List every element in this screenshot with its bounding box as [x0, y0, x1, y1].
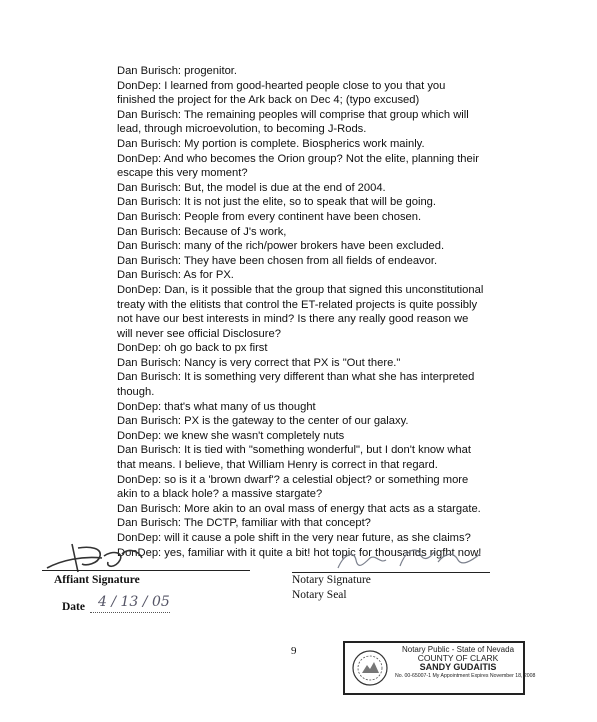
transcript-line: DonDep: yes, familiar with it quite a bit! hot topic for thousands rigfht now! — [117, 546, 482, 559]
notary-seal-stamp — [343, 641, 536, 695]
transcript-line: though. — [117, 386, 155, 399]
date-label: Date — [62, 601, 85, 613]
transcript-line: Dan Burisch: Nancy is very correct that PX is "Out there." — [117, 356, 401, 369]
transcript-line: Dan Burisch: many of the rich/power brokers have been excluded. — [117, 240, 445, 253]
transcript-line: Dan Burisch: Because of J's work, — [117, 225, 287, 238]
transcript-line: escape this very moment? — [117, 167, 248, 180]
transcript-line: Dan Burisch: People from every continent have been chosen. — [117, 210, 422, 223]
transcript-line: DonDep: I learned from good-hearted people close to you that you — [117, 79, 446, 92]
state-seal-icon — [351, 649, 389, 687]
seal-line-state: Notary Public - State of Nevada — [401, 645, 515, 654]
transcript-line: DonDep: Dan, is it possible that the group that signed this unconstitutional — [117, 283, 484, 296]
affiant-signature-scribble — [42, 538, 152, 578]
date-line — [90, 612, 170, 613]
transcript-line: finished the project for the Ark back on Dec 4; (typo excused) — [117, 94, 420, 107]
transcript-line: Dan Burisch: As for PX. — [117, 269, 234, 282]
seal-line-name: SANDY GUDAITIS — [419, 662, 497, 672]
seal-line-county: COUNTY OF CLARK — [417, 653, 499, 663]
transcript-line: DonDep: so is it a 'brown dwarf'? a celestial object? or something more — [117, 473, 469, 486]
transcript-line: not have our best interests in mind? Is there any really good reason we — [117, 313, 469, 326]
page-number: 9 — [291, 645, 297, 657]
transcript-line: Dan Burisch: progenitor. — [117, 65, 238, 77]
transcript-body — [117, 64, 587, 560]
affiant-signature-label: Affiant Signature — [54, 574, 140, 586]
transcript-line: DonDep: will it cause a pole shift in the very near future, as she claims? — [117, 532, 471, 544]
transcript-line: Dan Burisch: PX is the gateway to the center of our galaxy. — [117, 415, 409, 428]
notary-signature-line — [292, 572, 490, 573]
transcript-line: DonDep: oh go back to px first — [117, 342, 268, 355]
seal-line-appointment: No. 00-65007-1 My Appointment Expires November 18, 2008 — [395, 673, 536, 679]
transcript-line: Dan Burisch: It is tied with "something wonderful", but I don't know what — [117, 444, 471, 457]
transcript-line: Dan Burisch: My portion is complete. Biospherics work mainly. — [117, 137, 425, 150]
transcript-line: treaty with the elitists that control the ET-related projects is quite possibly — [117, 298, 478, 311]
notary-signature-label: Notary Signature — [292, 574, 371, 586]
transcript-line: DonDep: And who becomes the Orion group? Not the elite, planning their — [117, 152, 479, 165]
transcript-line: will never see official Disclosure? — [117, 327, 281, 340]
transcript-line: Dan Burisch: It is not just the elite, so to speak that will be going. — [117, 196, 437, 209]
transcript-line: Dan Burisch: It is something very different than what she has interpreted — [117, 371, 475, 384]
transcript-line: Dan Burisch: But, the model is due at the end of 2004. — [117, 181, 386, 194]
transcript-line: Dan Burisch: The DCTP, familiar with that concept? — [117, 517, 371, 530]
transcript-line: Dan Burisch: The remaining peoples will comprise that group which will — [117, 108, 469, 121]
transcript-line: akin to a black hole? a massive stargate? — [117, 488, 323, 501]
transcript-line: lead, through microevolution, to becoming J-Rods. — [117, 123, 367, 136]
transcript-line: DonDep: that's what many of us thought — [117, 400, 316, 413]
notary-signature-scribble — [330, 540, 490, 576]
transcript-line: Dan Burisch: They have been chosen from all fields of endeavor. — [117, 254, 438, 267]
transcript-line: Dan Burisch: More akin to an oval mass of energy that acts as a stargate. — [117, 502, 481, 515]
transcript-line: DonDep: we knew she wasn't completely nuts — [117, 429, 345, 442]
date-value: 4 / 13 / 05 — [98, 594, 170, 610]
affiant-signature-line — [42, 570, 250, 571]
notary-seal-label: Notary Seal — [292, 589, 347, 601]
transcript-line: that means. I believe, that William Henry is correct in that regard. — [117, 459, 438, 472]
